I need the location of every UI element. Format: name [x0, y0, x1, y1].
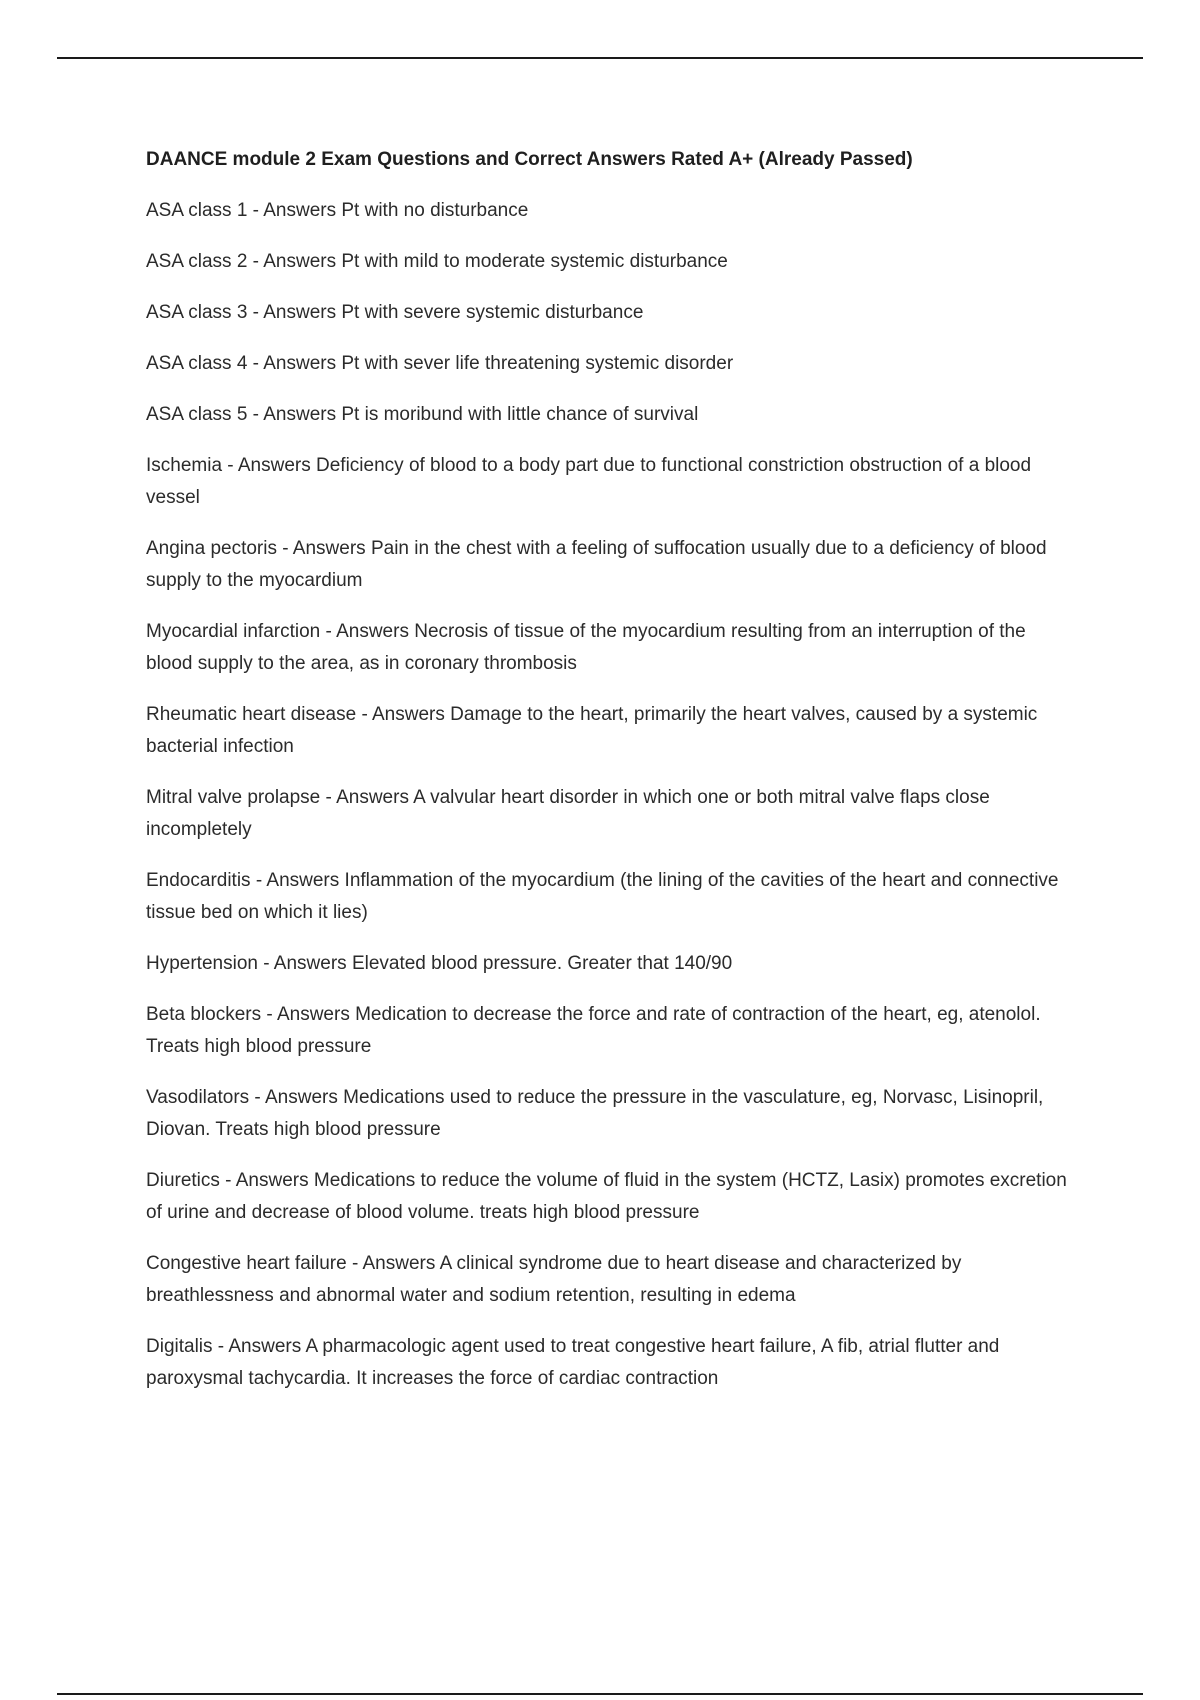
qa-term: Hypertension: [146, 953, 258, 974]
qa-entry: [146, 616, 1076, 680]
qa-entry: [146, 246, 1076, 278]
qa-entry: [146, 699, 1076, 763]
qa-entry: [146, 1082, 1076, 1146]
qa-term: Vasodilators: [146, 1087, 250, 1108]
qa-term: ASA class 3: [146, 302, 248, 323]
qa-entry: [146, 399, 1076, 431]
qa-entry: [146, 297, 1076, 329]
qa-answer: A clinical syndrome due to heart disease and characterized by breathlessness and abnormal water and sodium retention, resulting in edema: [146, 1253, 962, 1306]
qa-entry: [146, 999, 1076, 1063]
qa-entry: [146, 1165, 1076, 1229]
qa-term: ASA class 2: [146, 251, 248, 272]
qa-answer: Pt with sever life threatening systemic disorder: [341, 353, 734, 374]
qa-separator: - Answers: [320, 787, 414, 808]
qa-term: ASA class 5: [146, 404, 248, 425]
qa-term: Beta blockers: [146, 1004, 262, 1025]
qa-answer: Pt is moribund with little chance of survival: [341, 404, 699, 425]
qa-answer: Pt with mild to moderate systemic disturbance: [341, 251, 728, 272]
qa-answer: Medication to decrease the force and rate of contraction of the heart, eg, atenolol. Treats high blood pressure: [146, 1004, 1041, 1057]
qa-entry: [146, 348, 1076, 380]
qa-separator: - Answers: [222, 455, 317, 476]
qa-answer: Deficiency of blood to a body part due to functional constriction obstruction of a blood vessel: [146, 455, 1032, 508]
qa-term: Angina pectoris: [146, 538, 277, 559]
qa-separator: - Answers: [247, 200, 342, 221]
qa-answer: A valvular heart disorder in which one or both mitral valve flaps close incompletely: [146, 787, 990, 840]
qa-entry: [146, 865, 1076, 929]
qa-answer: A pharmacologic agent used to treat congestive heart failure, A fib, atrial flutter and paroxysmal tachycardia. It increases the force of cardiac contraction: [146, 1336, 1000, 1389]
qa-separator: - Answers: [212, 1336, 306, 1357]
qa-answer: Pt with no disturbance: [341, 200, 529, 221]
qa-entry: [146, 533, 1076, 597]
qa-entry: [146, 195, 1076, 227]
qa-answer: Inflammation of the myocardium (the lining of the cavities of the heart and connective tissue bed on which it lies): [146, 870, 1059, 923]
qa-term: Endocarditis: [146, 870, 251, 891]
qa-answer: Medications to reduce the volume of fluid in the system (HCTZ, Lasix) promotes excretion of urine and decrease of blood volume. treats high blood pressure: [146, 1170, 1067, 1223]
qa-entry: [146, 1248, 1076, 1312]
qa-separator: - Answers: [249, 1087, 344, 1108]
qa-term: Digitalis: [146, 1336, 213, 1357]
qa-separator: - Answers: [247, 353, 342, 374]
qa-term: Myocardial infarction: [146, 621, 321, 642]
qa-term: ASA class 1: [146, 200, 248, 221]
qa-list: [146, 195, 1076, 1395]
qa-answer: Damage to the heart, primarily the heart valves, caused by a systemic bacterial infection: [146, 704, 1038, 757]
qa-entry: [146, 1331, 1076, 1395]
qa-term: Congestive heart failure: [146, 1253, 347, 1274]
document-title: DAANCE module 2 Exam Questions and Correct Answers Rated A+ (Already Passed): [146, 149, 913, 170]
qa-term: Mitral valve prolapse: [146, 787, 321, 808]
qa-separator: - Answers: [247, 251, 342, 272]
qa-separator: - Answers: [257, 953, 352, 974]
qa-separator: - Answers: [247, 404, 342, 425]
qa-separator: - Answers: [320, 621, 415, 642]
qa-term: Rheumatic heart disease: [146, 704, 357, 725]
qa-answer: Pain in the chest with a feeling of suffocation usually due to a deficiency of blood supply to the myocardium: [146, 538, 1047, 591]
qa-term: Ischemia: [146, 455, 223, 476]
qa-separator: - Answers: [247, 302, 342, 323]
qa-separator: - Answers: [356, 704, 451, 725]
qa-answer: Necrosis of tissue of the myocardium resulting from an interruption of the blood supply to the area, as in coronary thrombosis: [146, 621, 1026, 674]
qa-term: Diuretics: [146, 1170, 220, 1191]
qa-separator: - Answers: [261, 1004, 356, 1025]
document-body: [146, 146, 1076, 1414]
qa-entry: [146, 948, 1076, 980]
header-rule: [57, 57, 1143, 59]
qa-separator: - Answers: [276, 538, 371, 559]
qa-entry: [146, 782, 1076, 846]
qa-separator: - Answers: [346, 1253, 440, 1274]
qa-term: ASA class 4: [146, 353, 248, 374]
qa-separator: - Answers: [250, 870, 345, 891]
qa-answer: Pt with severe systemic disturbance: [341, 302, 644, 323]
qa-answer: Medications used to reduce the pressure in the vasculature, eg, Norvasc, Lisinopril, Diovan. Treats high blood pressure: [146, 1087, 1044, 1140]
qa-separator: - Answers: [219, 1170, 314, 1191]
qa-entry: [146, 450, 1076, 514]
qa-answer: Elevated blood pressure. Greater that 140/90: [351, 953, 733, 974]
footer-rule: [57, 1693, 1143, 1695]
